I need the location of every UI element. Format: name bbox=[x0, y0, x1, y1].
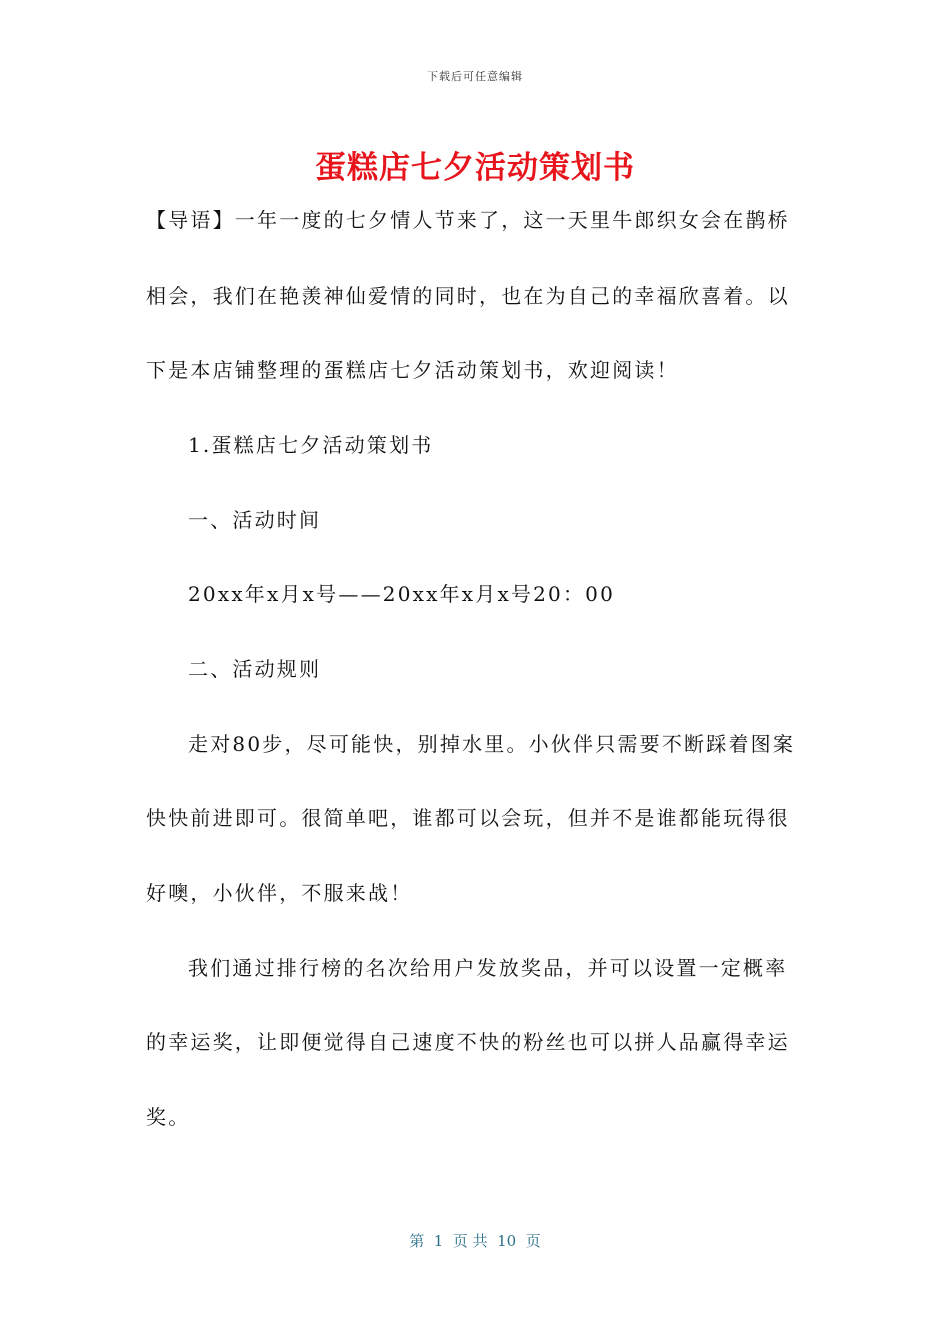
paragraph-line: 的幸运奖，让即便觉得自己速度不快的粉丝也可以拼人品赢得幸运 bbox=[146, 1030, 790, 1054]
section-heading: 二、活动规则 bbox=[188, 657, 322, 681]
page-header-note: 下载后可任意编辑 bbox=[427, 70, 523, 83]
paragraph-line: 快快前进即可。很简单吧，谁都可以会玩，但并不是谁都能玩得很 bbox=[146, 806, 790, 830]
page-number-footer: 第 1 页 共 10 页 bbox=[409, 1232, 541, 1250]
paragraph-line: 走对80步，尽可能快，别掉水里。小伙伴只需要不断踩着图案 bbox=[188, 732, 796, 756]
activity-time-text: 20xx年x月x号——20xx年x月x号20：00 bbox=[188, 582, 616, 606]
paragraph-line: 我们通过排行榜的名次给用户发放奖品，并可以设置一定概率 bbox=[188, 956, 788, 980]
section-heading: 一、活动时间 bbox=[188, 508, 322, 532]
paragraph-line: 奖。 bbox=[146, 1105, 191, 1129]
paragraph-line: 相会，我们在艳羡神仙爱情的同时，也在为自己的幸福欣喜着。以 bbox=[146, 284, 790, 308]
document-title: 蛋糕店七夕活动策划书 bbox=[315, 150, 635, 186]
paragraph-line: 下是本店铺整理的蛋糕店七夕活动策划书，欢迎阅读！ bbox=[146, 358, 679, 382]
paragraph-line: 【导语】一年一度的七夕情人节来了，这一天里牛郎织女会在鹊桥 bbox=[146, 208, 790, 232]
paragraph-line: 好噢，小伙伴，不服来战！ bbox=[146, 881, 413, 905]
section-heading: 1.蛋糕店七夕活动策划书 bbox=[188, 433, 434, 457]
